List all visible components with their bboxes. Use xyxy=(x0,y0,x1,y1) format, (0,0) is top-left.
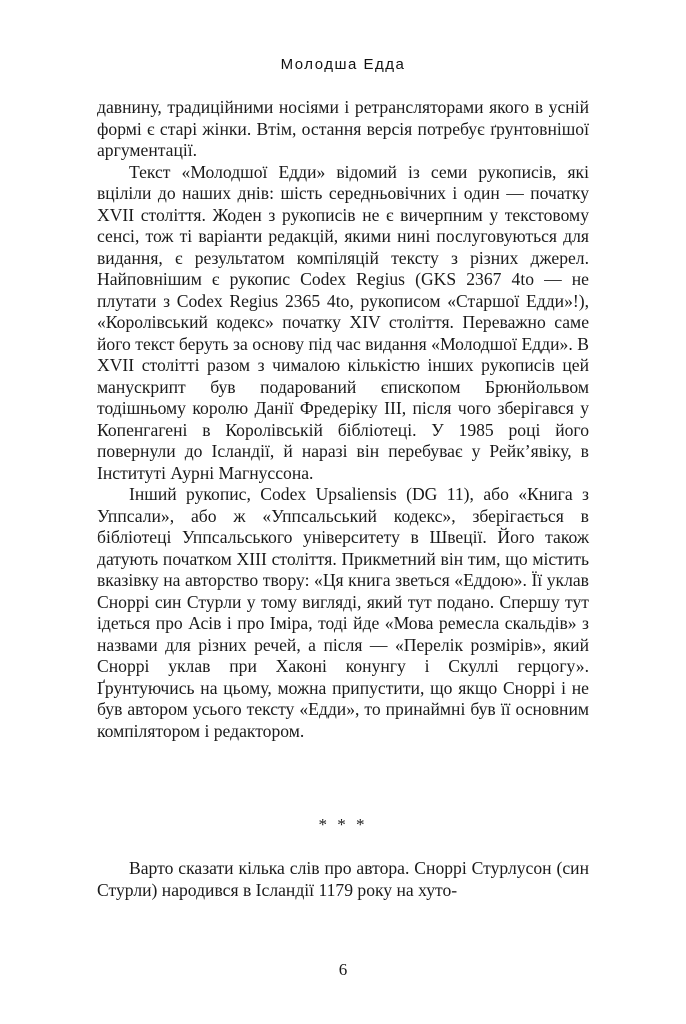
paragraph-codex-upsaliensis: Інший рукопис, Codex Upsaliensis (DG 11), або «Книга з Уппсали», або ж «Уппсальський кодекс», зберігається в бібліотеці Уппсальського університету в Швеції. Його також датують початком XIII століття. Прикметний він тим, що містить вказівку на авторство твору: «Ця книга зветься «Еддою». Її уклав Сноррі син Стурли у тому вигляді, який тут подано. Спершу тут ідеться про Асів і про Іміра, тоді йде «Мова ремесла скальдів» з назвами для різних речей, а після — «Перелік розмірів», який Сноррі уклав при Хаконі конунгу і Скуллі герцогу». Ґрунтуючись на цьому, можна припустити, що якщо Сноррі і не був автором усього тексту «Едди», то принаймні був її основним компілятором і редактором. xyxy=(97,484,589,741)
paragraph-manuscripts: Текст «Молодшої Едди» відомий із семи рукописів, які вціліли до наших днів: шість середньовічних і один — початку XVII століття. Жоден з рукописів не є вичерпним у текстовому сенсі, тож ті варіанти редакцій, якими нині послуговуються для видання, є результатом компіляцій тексту з різних джерел. Найповнішим є рукопис Codex Regius (GKS 2367 4to — не плутати з Codex Regius 2365 4to, рукописом «Старшої Едди»!), «Королівський кодекс» початку XIV століття. Переважно саме його текст беруть за основу під час видання «Молодшої Едди». В XVII столітті разом з чималою кількістю інших рукописів цей манускрипт був подарований єпископом Брюнйольвом тодішньому королю Данії Фредеріку III, після чого зберігався у Копенгагені в Королівській бібліотеці. У 1985 році його повернули до Ісландії, й наразі він перебуває у Рейк’явіку, в Інституті Аурні Магнуссона. xyxy=(97,161,589,483)
running-head-title: Молодша Едда xyxy=(280,56,406,73)
paragraph-about-author: Варто сказати кілька слів про автора. Сноррі Стурлусон (син Стурли) народився в Ісландії 1179 року на хуто- xyxy=(97,858,589,900)
section-separator: * * * xyxy=(318,815,368,834)
secondary-text-block xyxy=(97,858,589,901)
main-text-block xyxy=(97,97,589,742)
page-number: 6 xyxy=(338,960,348,979)
paragraph-continued: давнину, традиційними носіями і ретрансляторами якого в усній формі є старі жінки. Втім, остання версія потребує ґрунтовнішої аргументації. xyxy=(97,97,589,160)
